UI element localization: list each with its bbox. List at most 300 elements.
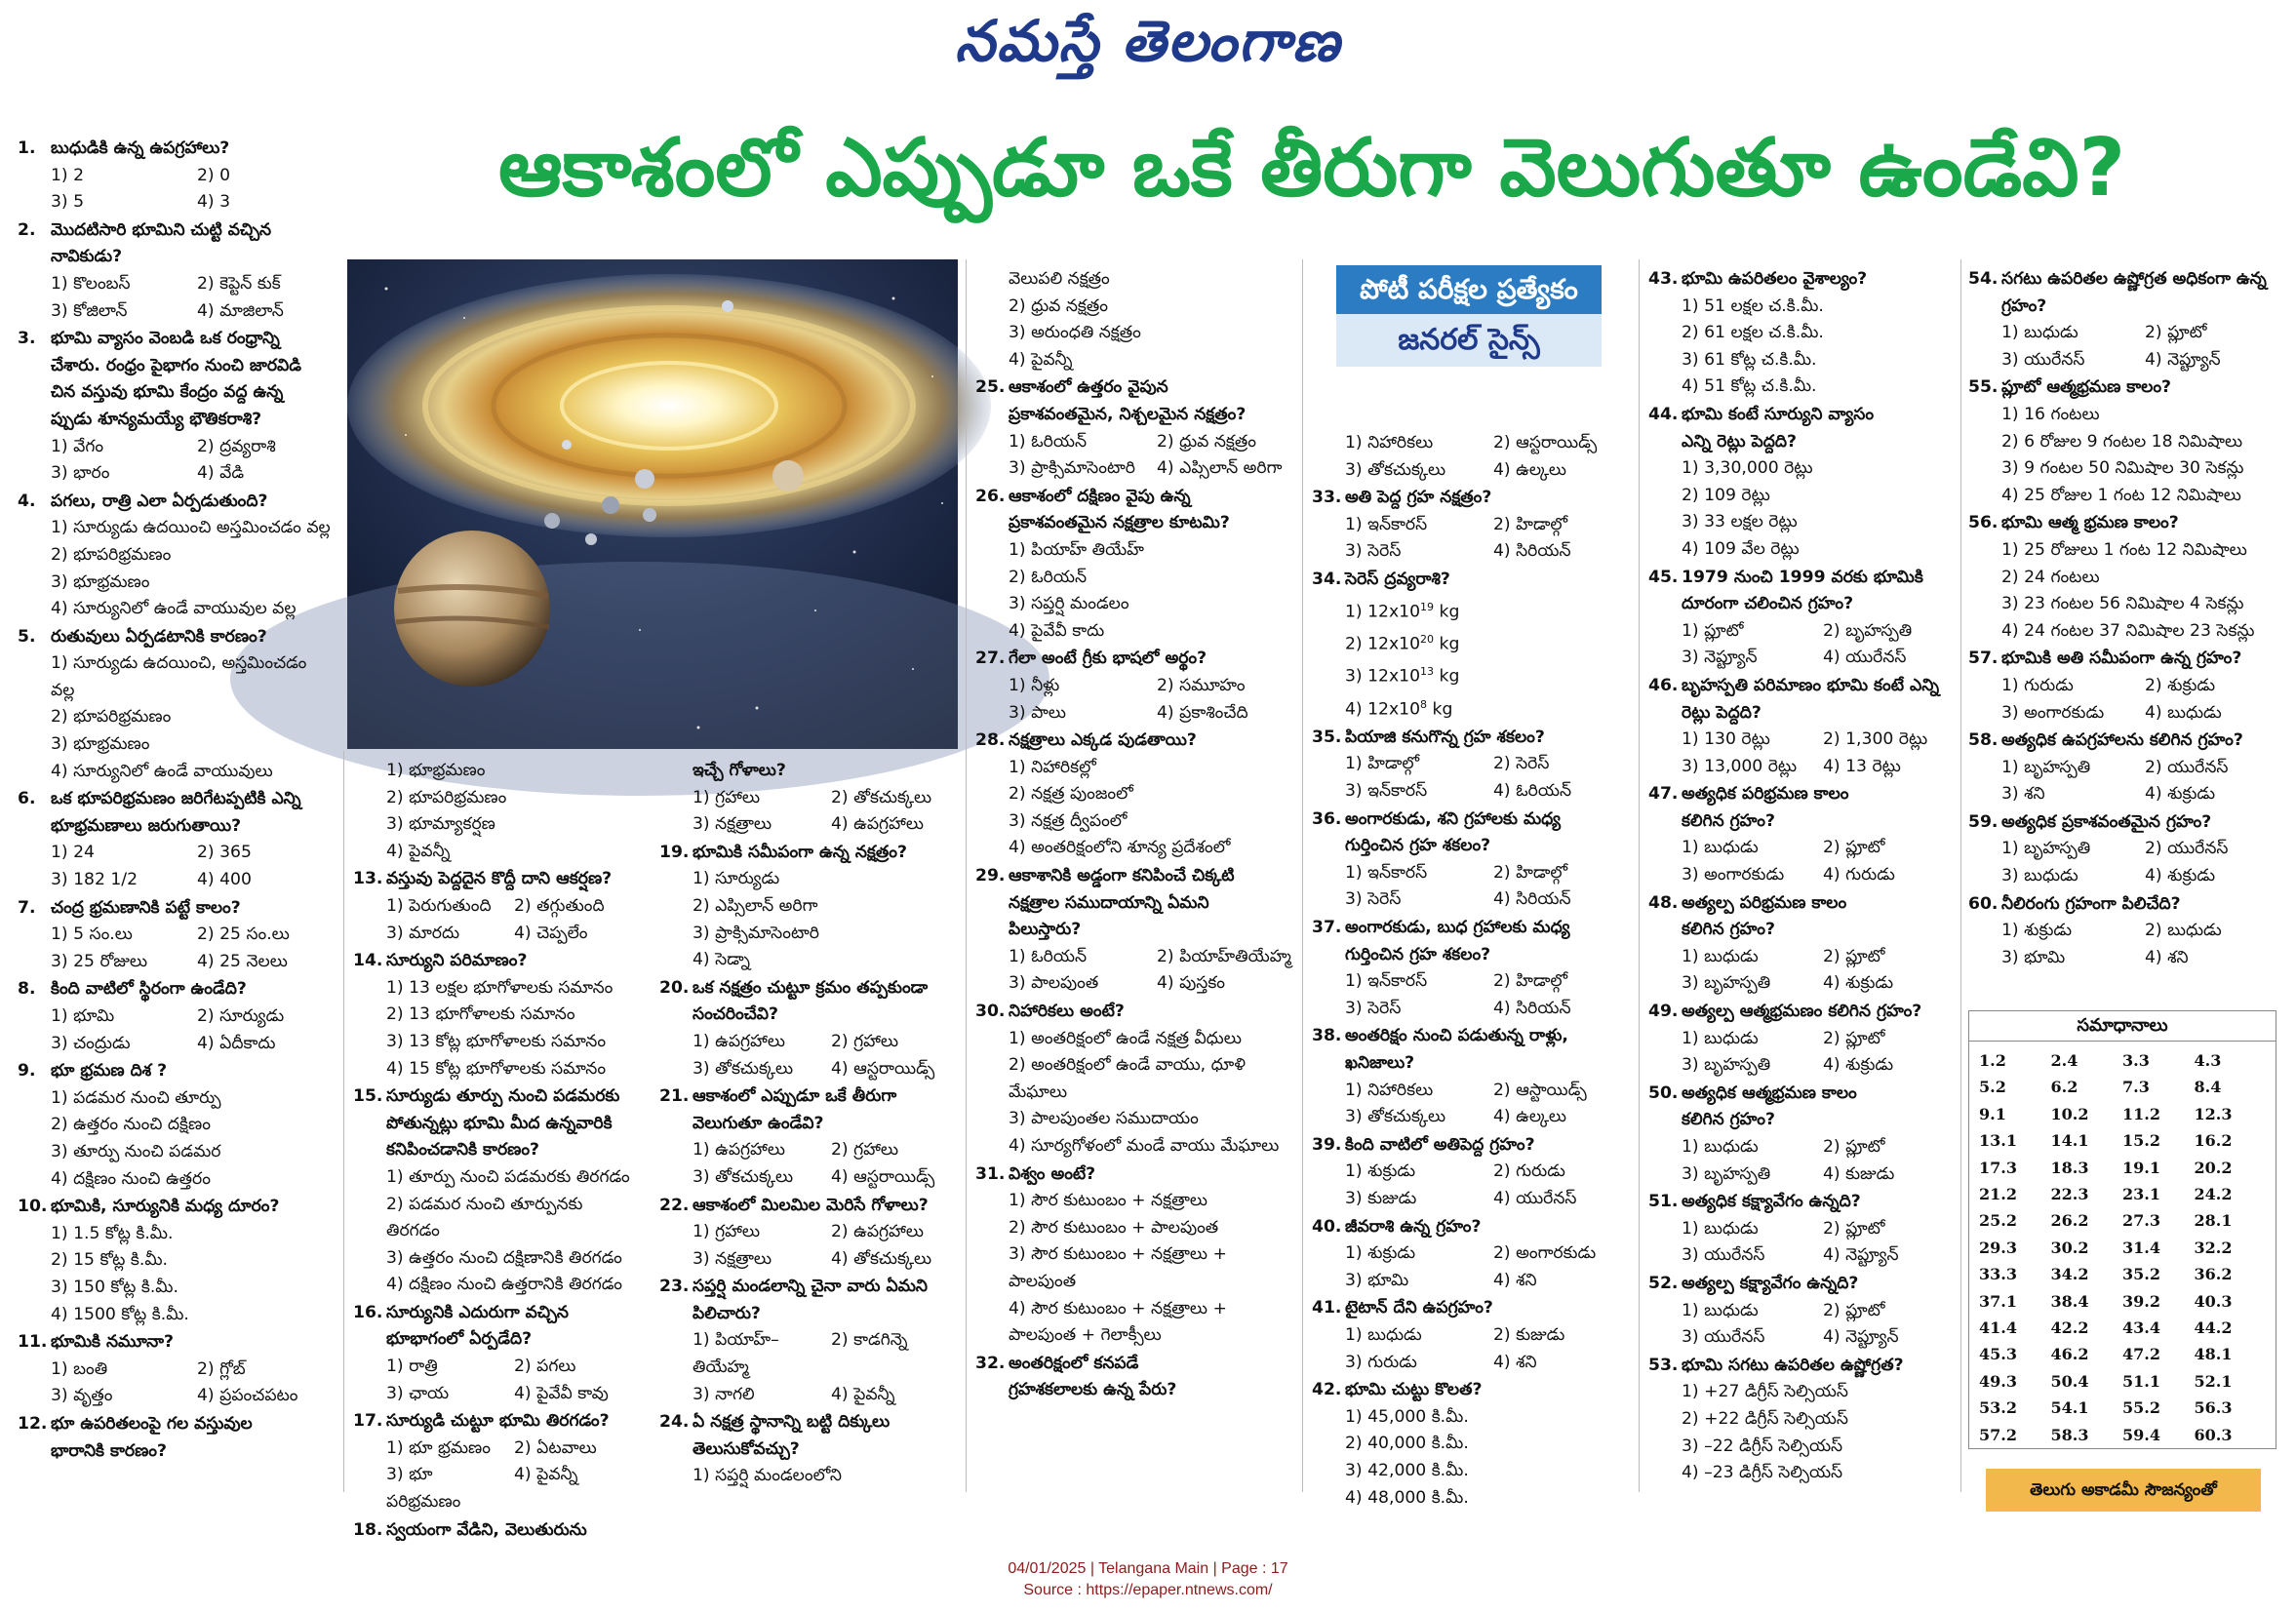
question-number: 9.	[18, 1061, 36, 1082]
option: 4) 15 కోట్ల భూగోళాలకు సమానం	[386, 1058, 607, 1079]
option: 3) నెప్ట్యూన్	[1682, 648, 1758, 668]
option: 1) బుధుడు	[2001, 323, 2078, 343]
answer-item: 29.3	[1979, 1238, 2017, 1257]
option: 1) పడమర నుంచి తూర్పు	[51, 1087, 221, 1108]
question-number: 47.	[1648, 784, 1679, 805]
question-text-cont: కలిగిన గ్రహం?	[1682, 920, 1775, 940]
question-block	[1312, 1132, 1634, 1213]
option: 1) 130 రెట్లు	[1682, 729, 1770, 750]
option: 3) మారదు	[386, 923, 460, 943]
option: 2) భూపరిభ్రమణం	[51, 544, 172, 565]
column-rule	[1639, 259, 1640, 1492]
option: 1) సూర్యుడు	[693, 869, 780, 889]
question-text: 48. అత్యల్ప పరిభ్రమణ కాలం	[1648, 890, 1957, 918]
option: 2) ఏటవాలు	[514, 1437, 597, 1458]
answer-item: 19.1	[2122, 1158, 2160, 1177]
question-text: 7. చంద్ర భ్రమణానికి పట్టే కాలం?	[18, 895, 336, 923]
option: 1) గ్రహాలు	[693, 1222, 761, 1242]
option: 4) శని	[1493, 1270, 1537, 1290]
question-block	[1968, 266, 2280, 374]
question-block	[18, 136, 336, 216]
option: 4) శుక్రుడు	[1823, 1055, 1894, 1076]
question-number: 37.	[1312, 918, 1342, 938]
option: 4) ఆస్టరాయిడ్స్	[831, 1166, 935, 1187]
question-text-cont: భారానికి కారణం?	[51, 1440, 167, 1461]
option: 3) 23 గంటల 56 నిమిషాల 4 సెకన్లు	[2001, 594, 2244, 614]
option: 2) 0	[197, 165, 231, 185]
option-list	[1648, 1298, 1957, 1352]
question-number: 6.	[18, 789, 36, 809]
question-block	[1312, 567, 1634, 724]
question-block	[1648, 402, 1957, 564]
option: 2) ప్లూటో	[1823, 1028, 1885, 1048]
question-text: 59. అత్యధిక ప్రకాశవంతమైన గ్రహం?	[1968, 809, 2280, 837]
option: 2) 13 భూగోళాలకు సమానం	[386, 1004, 575, 1025]
question-block	[18, 1329, 336, 1410]
question-text-cont: వెలుగుతూ ఉండేవి?	[693, 1113, 824, 1133]
question-text-cont: చిన వస్తువు భూమి కేంద్రం వద్ద ఉన్న	[51, 382, 284, 403]
footer-date-page: 04/01/2025 | Telangana Main | Page : 17	[1008, 1560, 1288, 1577]
option: 2) బుధుడు	[2145, 921, 2222, 941]
question-text-cont: చేశారు. రంధ్రం పైభాగం నుంచి జారవిడి	[51, 355, 301, 375]
column-4	[975, 265, 1297, 1500]
option: 3) యురేనస్	[2001, 349, 2085, 370]
option: 2) ప్లూటో	[1823, 1218, 1885, 1239]
question-number: 54.	[1968, 269, 1999, 289]
option: 1) భూ భ్రమణం	[386, 1437, 491, 1458]
answer-item: 36.2	[2194, 1265, 2233, 1284]
question-block	[1648, 1189, 1957, 1270]
option: 3) సెరెస్	[1345, 889, 1402, 910]
option: 2) కెప్టెన్ కుక్	[197, 273, 281, 294]
option: 2) కాడగిన్నె	[831, 1330, 908, 1351]
question-text: 40. జీవరాశి ఉన్న గ్రహం?	[1312, 1214, 1634, 1241]
question-number: 50.	[1648, 1082, 1679, 1103]
question-number: 1.	[18, 138, 36, 158]
option: 2) హిడాల్గో	[1493, 971, 1568, 992]
question-text-cont: తెలుసుకోవచ్చు?	[693, 1438, 800, 1459]
answer-item: 15.2	[2122, 1131, 2160, 1151]
option: 2) 1,300 రెట్లు	[1823, 729, 1928, 750]
column-1	[18, 135, 336, 1500]
headline: ఆకాశంలో ఎప్పుడూ ఒకే తీరుగా వెలుగుతూ ఉండేవి?	[497, 122, 2126, 215]
question-number: 41.	[1312, 1298, 1342, 1318]
question-number: 24.	[659, 1412, 690, 1433]
option-list	[353, 1354, 634, 1407]
question-text: 46. బృహస్పతి పరిమాణం భూమి కంటే ఎన్ని	[1648, 673, 1957, 700]
question-text: 47. అత్యధిక పరిభ్రమణ కాలం	[1648, 781, 1957, 808]
option-list	[659, 1327, 962, 1408]
option-list	[1968, 836, 2280, 889]
option-list	[1648, 944, 1957, 998]
option: 1) నీళ్లు	[1009, 675, 1060, 695]
option: 3) 61 కోట్ల చ.కి.మీ.	[1682, 349, 1817, 370]
option: 3) పాలపుంతల సముదాయం	[1009, 1109, 1199, 1129]
option: 3) పాలు	[1009, 702, 1066, 723]
question-block	[1648, 1353, 1957, 1487]
option: 1) కొలంబస్	[51, 273, 131, 294]
option-list	[975, 429, 1297, 483]
answer-item: 60.3	[2194, 1425, 2233, 1444]
question-number: 15.	[353, 1086, 383, 1107]
answer-item: 39.2	[2122, 1291, 2160, 1311]
answer-item: 8.4	[2194, 1078, 2222, 1097]
question-number: 21.	[659, 1086, 690, 1107]
option: 2) ప్లూటో	[1823, 946, 1885, 966]
option: 2) ప్లూటో	[1823, 1137, 1885, 1157]
option: 4) దక్షిణం నుంచి ఉత్తరానికి తిరగడం	[386, 1275, 622, 1295]
option: 4) వేడి	[197, 463, 245, 484]
question-text-cont: నావికుడు?	[51, 247, 123, 267]
question-number: 11.	[18, 1332, 48, 1353]
option: 1) పెరుగుతుంది	[386, 895, 492, 916]
option: 3) చంద్రుడు	[51, 1033, 131, 1053]
option: 4) పైవేవీ కావు	[514, 1383, 609, 1403]
option: 1) ప్లూటో	[1682, 620, 1744, 641]
answer-item: 51.1	[2122, 1371, 2160, 1391]
question-text-cont: నక్షత్రాల సముదాయాన్ని ఏమని	[1009, 892, 1209, 913]
answer-item: 28.1	[2194, 1211, 2233, 1231]
question-block	[353, 1300, 634, 1407]
question-block	[1312, 1295, 1634, 1376]
credit-banner: తెలుగు అకాడమీ సౌజన్యంతో	[1986, 1469, 2261, 1512]
question-block	[659, 840, 962, 974]
option: 2) ప్లూటో	[2145, 323, 2207, 343]
question-number: 30.	[975, 1002, 1006, 1022]
option: 4) 24 గంటల 37 నిమిషాల 23 సెకన్లు	[2001, 620, 2255, 641]
question-text: 30. నిహారికలు అంటే?	[975, 999, 1297, 1026]
answer-item: 7.3	[2122, 1078, 2150, 1097]
option-list	[1312, 512, 1634, 566]
question-number: 55.	[1968, 377, 1999, 398]
option: 1) నిహారికలు	[1345, 1080, 1434, 1100]
option: 1) బుధుడు	[1682, 1028, 1759, 1048]
option: 2) యురేనస్	[2145, 839, 2229, 859]
option: 4) ఆస్టరాయిడ్స్	[831, 1058, 935, 1079]
question-text: 5. రుతువులు ఏర్పడటానికి కారణం?	[18, 624, 336, 651]
question-number: 25.	[975, 377, 1006, 398]
question-text: 36. అంగారకుడు, శని గ్రహాలకు మధ్య	[1312, 806, 1634, 834]
option: 3) గురుడు	[1345, 1352, 1417, 1372]
question-text: 15. సూర్యుడు తూర్పు నుంచి పడమరకు	[353, 1083, 634, 1111]
option: 4) శుక్రుడు	[2145, 866, 2216, 886]
answer-item: 42.2	[2050, 1318, 2089, 1338]
answer-item: 1.2	[1979, 1051, 2006, 1070]
question-block	[1312, 1377, 1634, 1512]
question-text-cont: పోతున్నట్లు భూమి మీద ఉన్నవారికి	[386, 1113, 613, 1133]
question-text: 11. భూమికి నమూనా?	[18, 1329, 336, 1357]
option: 1) ఇన్‌కారస్	[1345, 514, 1428, 534]
option: 1) అంతరిక్షంలో ఉండే నక్షత్ర వీధులు	[1009, 1028, 1242, 1048]
question-text: 53. భూమి సగటు ఉపరితల ఉష్ణోగ్రత?	[1648, 1353, 1957, 1380]
option: 2) కుజుడు	[1493, 1324, 1565, 1345]
option: 2) గ్రహాలు	[831, 1140, 899, 1161]
option: 4) అంతరిక్షంలోని శూన్య ప్రదేశంలో	[1009, 838, 1231, 858]
option: 1) బుధుడు	[1682, 1137, 1759, 1157]
question-block	[18, 895, 336, 976]
question-text-cont: ప్పుడు శూన్యమయ్యే భౌతికరాశి?	[51, 409, 262, 429]
option: 3) తోకచుక్కలు	[693, 1166, 794, 1187]
question-text: 2. మొదటిసారి భూమిని చుట్టి వచ్చిన	[18, 217, 336, 245]
option: 4) 400	[197, 870, 252, 890]
question-number: 2.	[18, 219, 36, 240]
question-number: 38.	[1312, 1026, 1342, 1046]
question-block	[659, 1083, 962, 1191]
option: 3) భూమ్యాకర్షణ	[386, 814, 495, 835]
option: 4) సెడ్నా	[693, 950, 750, 970]
option: 3) వృత్తం	[51, 1386, 113, 1406]
option: 2) $12x10^{20}$ kg	[1345, 632, 1460, 654]
question-text: 13. వస్తువు పెద్దదైన కొద్దీ దాని ఆకర్షణ?	[353, 866, 634, 893]
option: 3) భూమి	[2001, 947, 2066, 967]
answer-item: 59.4	[2122, 1425, 2160, 1444]
masthead: నమస్తే తెలంగాణ	[955, 8, 1341, 74]
question-number: 49.	[1648, 1002, 1679, 1022]
option: 2) బృహస్పతి	[1823, 620, 1913, 641]
answer-item: 30.2	[2050, 1238, 2089, 1257]
option: 4) బుధుడు	[2145, 702, 2222, 723]
option-list	[975, 1026, 1297, 1161]
option-list	[659, 785, 962, 839]
option: 3) భూమి	[1345, 1270, 1409, 1290]
option: 1) భూభ్రమణం	[386, 761, 486, 780]
option: 2) 40,000 కి.మీ.	[1345, 1434, 1469, 1454]
option: 2) సూర్యుడు	[197, 1006, 285, 1026]
question-text: 49. అత్యల్ప ఆత్మభ్రమణం కలిగిన గ్రహం?	[1648, 999, 1957, 1026]
option: 1) నిహారికలు	[1345, 433, 1434, 452]
question-text: 45. 1979 నుంచి 1999 వరకు భూమికి	[1648, 565, 1957, 592]
option: 1) 1.5 కోట్ల కి.మీ.	[51, 1223, 174, 1243]
option: 4) 48,000 కి.మీ.	[1345, 1487, 1469, 1508]
option-list	[659, 1029, 962, 1082]
option: 2) 365	[197, 843, 252, 863]
answer-item: 14.1	[2050, 1131, 2089, 1151]
answer-item: 2.4	[2050, 1051, 2078, 1070]
option-list	[659, 866, 962, 973]
option: 3) నక్షత్ర ద్వీపంలో	[1009, 810, 1128, 831]
answer-item: 32.2	[2194, 1238, 2233, 1257]
question-text-cont: ఖనిజాలు?	[1345, 1053, 1415, 1073]
question-number: 51.	[1648, 1192, 1679, 1212]
option: 4) 3	[197, 192, 231, 213]
answers-title: సమాధానాలు	[1969, 1011, 2276, 1042]
option-list	[1312, 1240, 1634, 1294]
option: 4) ఏదీకాదు	[197, 1033, 276, 1053]
option: 2) పగలు	[514, 1357, 576, 1377]
option: 1) గురుడు	[2001, 675, 2074, 695]
option: 2) 109 రెట్లు	[1682, 485, 1770, 505]
option: 2) భూపరిభ్రమణం	[51, 707, 172, 728]
option: 1) శుక్రుడు	[2001, 921, 2073, 941]
option: 4) శని	[2145, 947, 2189, 967]
option: 3) అరుంధతి నక్షత్రం	[1009, 323, 1141, 343]
column-6	[1648, 265, 1957, 1500]
option: 3) భూభ్రమణం	[51, 734, 150, 755]
question-text: 21. ఆకాశంలో ఎప్పుడూ ఒకే తీరుగా	[659, 1083, 962, 1111]
question-block	[1648, 1081, 1957, 1188]
question-number: 56.	[1968, 513, 1999, 533]
question-block	[1648, 890, 1957, 998]
option: 2) ధ్రువ నక్షత్రం	[1157, 431, 1256, 452]
option: 2) తోకచుక్కలు	[831, 787, 932, 807]
option-list	[353, 1436, 634, 1516]
option: 2) సమూహం	[1157, 675, 1246, 695]
option: 2) +22 డిగ్రీస్ సెల్సియస్	[1682, 1408, 1848, 1429]
option: 4) 25 రోజుల 1 గంట 12 నిమిషాలు	[2001, 485, 2241, 505]
question-block	[1968, 646, 2280, 727]
answer-item: 43.4	[2122, 1318, 2160, 1338]
option-list	[1648, 727, 1957, 780]
special-box	[1336, 265, 1602, 367]
question-text: 55. ప్లూటో ఆత్మభ్రమణ కాలం?	[1968, 374, 2280, 402]
question-number: 59.	[1968, 811, 1999, 832]
question-block	[659, 1409, 962, 1490]
option: 4) కుజుడు	[1823, 1163, 1895, 1184]
question-number: 42.	[1312, 1380, 1342, 1400]
option: 1) నిహారికల్లో	[1009, 757, 1096, 777]
column-5	[1312, 429, 1634, 1508]
question-block	[1968, 510, 2280, 645]
option-list	[1968, 755, 2280, 808]
option-list	[1648, 835, 1957, 888]
option-list	[1648, 1026, 1957, 1080]
answer-item: 54.1	[2050, 1398, 2089, 1418]
question-text: 57. భూమికి అతి సమీపంగా ఉన్న గ్రహం?	[1968, 646, 2280, 673]
question-number: 28.	[975, 730, 1006, 751]
option: 3) అంగారకుడు	[2001, 702, 2105, 723]
option-list	[1968, 537, 2280, 645]
option: 1) సూర్యుడు ఉదయించి అస్తమించడం వల్ల	[51, 518, 331, 538]
question-number: 40.	[1312, 1216, 1342, 1237]
question-text-cont: భూభ్రమణాలు జరుగుతాయి?	[51, 815, 242, 836]
option: 4) 1500 కోట్ల కి.మీ.	[51, 1304, 189, 1324]
option: 2) అంతరిక్షంలో ఉండే వాయు, ధూళి మేఘాలు	[1009, 1055, 1246, 1102]
option: 2) సౌర కుటుంబం + పాలపుంత	[1009, 1217, 1219, 1238]
option: 3) భూభ్రమణం	[51, 571, 150, 592]
option: 2) 6 రోజుల 9 గంటల 18 నిమిషాలు	[2001, 431, 2243, 452]
option: 1) ఇన్‌కారస్	[1345, 862, 1428, 883]
option: 3) తూర్పు నుంచి పడమర	[51, 1141, 221, 1161]
option: 3) భూ పరిభ్రమణం	[386, 1465, 461, 1513]
question-text: 43. భూమి ఉపరితలం వైశాల్యం?	[1648, 266, 1957, 294]
option-list	[975, 537, 1297, 645]
question-text: 28. నక్షత్రాలు ఎక్కడ పుడతాయి?	[975, 728, 1297, 755]
question-text: 37. అంగారకుడు, బుధ గ్రహాలకు మధ్య	[1312, 915, 1634, 942]
question-block	[975, 374, 1297, 482]
option-list	[1312, 1322, 1634, 1376]
question-block	[975, 1351, 1297, 1404]
option: 4) సిరియన్	[1493, 998, 1571, 1018]
answer-item: 17.3	[1979, 1158, 2017, 1177]
answer-item: 58.3	[2050, 1425, 2089, 1444]
option: 2) నక్షత్ర పుంజంలో	[1009, 784, 1133, 805]
question-number: 17.	[353, 1411, 383, 1432]
answer-item: 5.2	[1979, 1078, 2006, 1097]
option: 1) సౌర కుటుంబం + నక్షత్రాలు	[1009, 1191, 1207, 1211]
question-block	[353, 1408, 634, 1515]
question-text: 22. ఆకాశంలో మిలమిల మెరిసే గోళాలు?	[659, 1193, 962, 1220]
question-block	[1312, 725, 1634, 806]
answer-item: 26.2	[2050, 1211, 2089, 1231]
question-number: 19.	[659, 842, 690, 862]
answer-item: 50.4	[2050, 1371, 2089, 1391]
option-list	[1312, 430, 1634, 484]
option: 3) బుధుడు	[2001, 866, 2078, 886]
column-rule	[966, 259, 967, 1492]
special-title: పోటీ పరీక్షల ప్రత్యేకం	[1336, 265, 1602, 314]
answer-item: 9.1	[1979, 1104, 2006, 1123]
option: 3) సెరెస్	[1345, 541, 1402, 562]
option: 3) 25 రోజులు	[51, 951, 148, 971]
question-block	[18, 624, 336, 786]
option-list	[1312, 594, 1634, 724]
answer-item: 21.2	[1979, 1185, 2017, 1204]
answer-item: 11.2	[2122, 1104, 2160, 1123]
option-list	[18, 515, 336, 622]
question-number: 34.	[1312, 569, 1342, 589]
option: 4) ఓరియన్	[1493, 781, 1572, 802]
question-text-cont: కలిగిన గ్రహం?	[1682, 810, 1775, 831]
option: 4) ఉల్కలు	[1493, 1107, 1566, 1127]
answer-item: 20.2	[2194, 1158, 2233, 1177]
question-block	[353, 758, 634, 865]
option-list	[353, 1164, 634, 1299]
question-text: 60. నీలిరంగు గ్రహంగా పిలిచేది?	[1968, 891, 2280, 919]
footer	[0, 1558, 2296, 1601]
question-text: 34. సెరెస్ ద్రవ్యరాశి?	[1312, 567, 1634, 594]
answer-item: 35.2	[2122, 1265, 2160, 1284]
option: 3) 150 కోట్ల కి.మీ.	[51, 1277, 178, 1297]
option: 3) 33 లక్షల రెట్లు	[1682, 512, 1798, 532]
option: 4) ప్రపంచపటం	[197, 1386, 298, 1406]
option-list	[1968, 320, 2280, 374]
option: 1) భూమి	[51, 1006, 115, 1026]
option: 1) ఓరియన్	[1009, 946, 1088, 966]
question-number: 13.	[353, 869, 383, 889]
question-block	[1968, 728, 2280, 808]
question-block	[975, 646, 1297, 727]
question-text: ఇచ్చే గోళాలు?	[693, 761, 786, 780]
question-number: 48.	[1648, 892, 1679, 913]
option: 1) 24	[51, 843, 95, 863]
option: 4) సూర్యునిలో ఉండే వాయువుల వల్ల	[51, 599, 297, 619]
option: 3) శని	[2001, 784, 2045, 805]
option: 1) పియాహ్ తియేహ్	[1009, 539, 1144, 560]
option-list	[18, 271, 336, 325]
question-text: 54. సగటు ఉపరితల ఉష్ణోగ్రత అధికంగా ఉన్న	[1968, 266, 2280, 294]
option: 1) 51 లక్షల చ.కి.మీ.	[1682, 295, 1824, 316]
column-rule	[343, 751, 344, 1492]
option: 1) బంతి	[51, 1358, 108, 1379]
question-block	[1648, 565, 1957, 672]
option: 2) ఎప్సిలాన్ అరిగా	[693, 895, 818, 916]
answer-item: 47.2	[2122, 1345, 2160, 1364]
option-list	[1648, 1379, 1957, 1486]
option: 2) శుక్రుడు	[2145, 675, 2216, 695]
question-text: 39. కింది వాటిలో అతిపెద్ద గ్రహం?	[1312, 1132, 1634, 1160]
option: 3) ఉత్తరం నుంచి దక్షిణానికి తిరగడం	[386, 1247, 622, 1268]
option: 1) శుక్రుడు	[1345, 1161, 1416, 1182]
answer-item: 18.3	[2050, 1158, 2089, 1177]
option: 3) ప్రాక్సిమాసెంటారి	[1009, 458, 1135, 479]
column-rule	[1960, 259, 1961, 1492]
answer-item: 6.2	[2050, 1078, 2078, 1097]
option-list	[1312, 1159, 1634, 1212]
option-list	[18, 1357, 336, 1410]
answer-item: 33.3	[1979, 1265, 2017, 1284]
option: 2) గ్రహాలు	[831, 1031, 899, 1051]
option: 2) గ్లోబ్	[197, 1358, 246, 1379]
